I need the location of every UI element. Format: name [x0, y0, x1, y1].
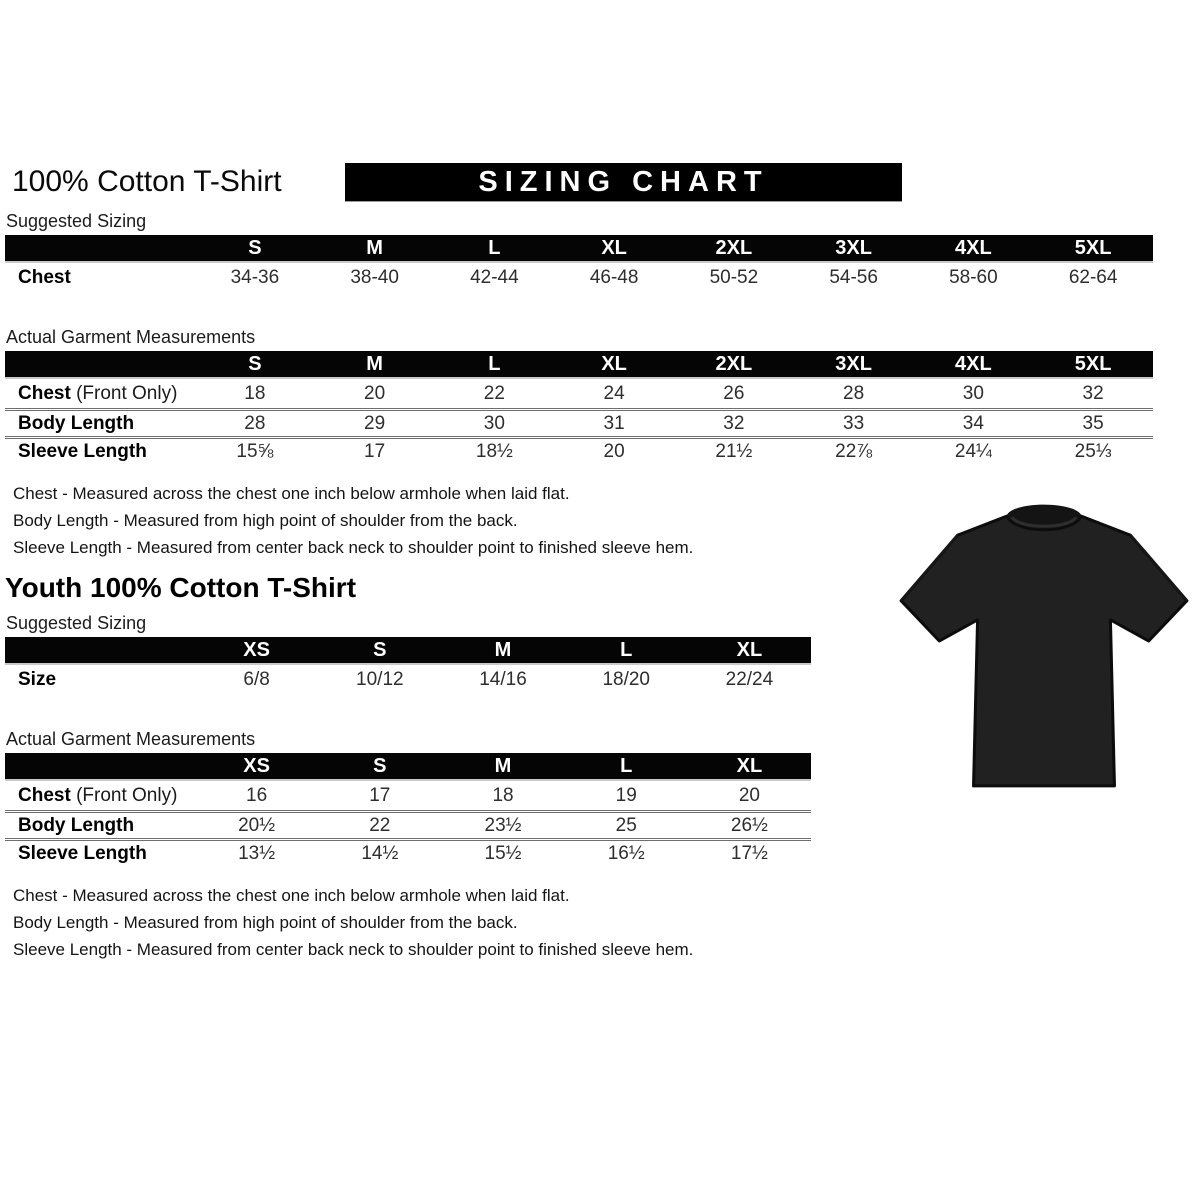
table-cell: 18 [492, 784, 514, 806]
table-header-row [5, 637, 811, 665]
adult-suggested-sizing-label: Suggested Sizing [6, 211, 147, 231]
table-cell: 15⅝ [236, 440, 274, 462]
table-row [5, 379, 1153, 408]
table-cell: 17 [364, 440, 386, 462]
table-cell: 26 [723, 382, 745, 404]
table-row [5, 838, 811, 866]
row-label [5, 815, 195, 837]
table-row [5, 436, 1153, 464]
note-line: Body Length - Measured from high point of shoulder from the back. [13, 511, 518, 530]
table-cell: 20 [603, 440, 625, 462]
youth-suggested-sizing-table [5, 637, 811, 694]
table-cell: 62-64 [1068, 266, 1118, 288]
note-line: Chest - Measured across the chest one inch below armhole when laid flat. [13, 886, 570, 905]
table-cell: 33 [843, 412, 865, 434]
row-label [5, 267, 195, 289]
table-cell: 19 [615, 784, 637, 806]
table-cell: 30 [962, 382, 984, 404]
table-row [5, 408, 1153, 436]
table-cell: 16½ [607, 842, 645, 864]
column-header: 5XL [1074, 236, 1112, 259]
column-header: XL [601, 236, 627, 259]
note-line: Sleeve Length - Measured from center back neck to shoulder point to finished sleeve hem. [13, 940, 694, 959]
youth-actual-measurements-table [5, 753, 811, 866]
column-header: L [620, 754, 633, 777]
table-cell: 22 [369, 814, 391, 836]
table-cell: 31 [603, 412, 625, 434]
tshirt-graphic [893, 488, 1195, 800]
youth-section-title: Youth 100% Cotton T-Shirt [5, 572, 357, 603]
column-header: 5XL [1074, 352, 1112, 375]
column-header: 2XL [715, 352, 753, 375]
row-label [5, 669, 195, 691]
row-label-suffix: (Front Only) [70, 382, 178, 404]
row-label-suffix: (Front Only) [70, 784, 178, 806]
page-title: 100% Cotton T-Shirt [12, 165, 282, 198]
column-header: XL [601, 352, 627, 375]
table-cell: 6/8 [243, 668, 270, 690]
adult-actual-measurements-table [5, 351, 1153, 464]
spacer [0, 464, 1200, 480]
column-header: S [373, 638, 387, 661]
row-label-text: Body Length [18, 814, 135, 836]
table-row [5, 781, 811, 810]
table-cell: 26½ [730, 814, 768, 836]
table-cell: 22⅞ [835, 440, 873, 462]
column-header: 2XL [715, 236, 753, 259]
adult-suggested-sizing-table [5, 235, 1153, 292]
row-label-text: Size [18, 668, 57, 690]
table-cell: 38-40 [350, 266, 399, 288]
column-header: L [488, 352, 501, 375]
table-cell: 20½ [238, 814, 276, 836]
column-header: M [494, 638, 512, 661]
table-cell: 23½ [484, 814, 522, 836]
table-cell: 34 [962, 412, 984, 434]
spacer [0, 292, 1200, 319]
table-header-row [5, 235, 1153, 263]
table-cell: 29 [364, 412, 386, 434]
column-header: XS [243, 754, 270, 777]
table-cell: 24 [603, 382, 625, 404]
column-header: XL [736, 638, 763, 661]
row-label [5, 843, 195, 865]
column-header: S [248, 236, 262, 259]
table-cell: 14/16 [479, 668, 527, 690]
table-header-row [5, 351, 1153, 379]
table-cell: 35 [1082, 412, 1104, 434]
spacer [0, 866, 1200, 882]
table-cell: 10/12 [356, 668, 404, 690]
table-cell: 18/20 [602, 668, 650, 690]
youth-actual-measurements-label: Actual Garment Measurements [6, 729, 256, 749]
column-header: 3XL [835, 236, 872, 259]
note-line: Sleeve Length - Measured from center back neck to shoulder point to finished sleeve hem. [13, 538, 694, 557]
column-header: S [248, 352, 262, 375]
youth-suggested-sizing-label: Suggested Sizing [6, 613, 147, 633]
note-line: Chest - Measured across the chest one inch below armhole when laid flat. [13, 484, 570, 503]
row-label-text: Sleeve Length [18, 440, 147, 462]
table-cell: 42-44 [470, 266, 519, 288]
table-cell: 16 [246, 784, 268, 806]
column-header: 4XL [955, 352, 992, 375]
table-cell: 54-56 [829, 266, 878, 288]
adult-actual-measurements-label: Actual Garment Measurements [6, 327, 256, 347]
table-cell: 17½ [730, 842, 768, 864]
table-cell: 15½ [484, 842, 522, 864]
table-cell: 17 [369, 784, 391, 806]
row-label-text: Body Length [18, 412, 135, 434]
table-row [5, 810, 811, 838]
table-cell: 20 [364, 382, 386, 404]
table-row [5, 263, 1153, 292]
table-cell: 25⅓ [1074, 440, 1112, 462]
column-header: S [373, 754, 387, 777]
column-header: L [620, 638, 633, 661]
column-header: 4XL [955, 236, 992, 259]
table-cell: 18½ [475, 440, 513, 462]
note-line: Body Length - Measured from high point of shoulder from the back. [13, 913, 518, 932]
youth-measurement-notes [13, 882, 1200, 963]
table-cell: 22 [483, 382, 505, 404]
table-cell: 18 [244, 382, 266, 404]
column-header: M [366, 236, 383, 259]
table-cell: 30 [483, 412, 505, 434]
column-header: M [366, 352, 383, 375]
table-cell: 50-52 [709, 266, 759, 288]
table-cell: 14½ [361, 842, 399, 864]
column-header: 3XL [835, 352, 872, 375]
column-header: XS [243, 638, 270, 661]
sizing-chart-banner: SIZING CHART [345, 163, 902, 201]
table-cell: 21½ [715, 440, 753, 462]
column-header: L [488, 236, 501, 259]
table-row [5, 665, 811, 694]
page-header [12, 163, 1200, 203]
table-header-row [5, 753, 811, 781]
table-cell: 34-36 [230, 266, 280, 288]
row-label [5, 413, 195, 435]
column-header: M [494, 754, 512, 777]
table-cell: 24¼ [954, 440, 992, 462]
tshirt-image [893, 488, 1195, 800]
table-cell: 22/24 [725, 668, 774, 690]
table-cell: 58-60 [949, 266, 998, 288]
row-label [5, 441, 195, 463]
table-cell: 28 [843, 382, 865, 404]
row-label [5, 785, 195, 807]
table-cell: 32 [723, 412, 745, 434]
row-label-text: Chest [18, 382, 71, 404]
table-cell: 25 [615, 814, 637, 836]
column-header: XL [736, 754, 763, 777]
row-label-text: Chest [18, 266, 71, 288]
table-cell: 28 [244, 412, 266, 434]
table-cell: 46-48 [589, 266, 639, 288]
table-cell: 32 [1082, 382, 1104, 404]
table-cell: 20 [738, 784, 760, 806]
row-label [5, 383, 195, 405]
row-label-text: Sleeve Length [18, 842, 147, 864]
table-cell: 13½ [238, 842, 276, 864]
row-label-text: Chest [18, 784, 71, 806]
